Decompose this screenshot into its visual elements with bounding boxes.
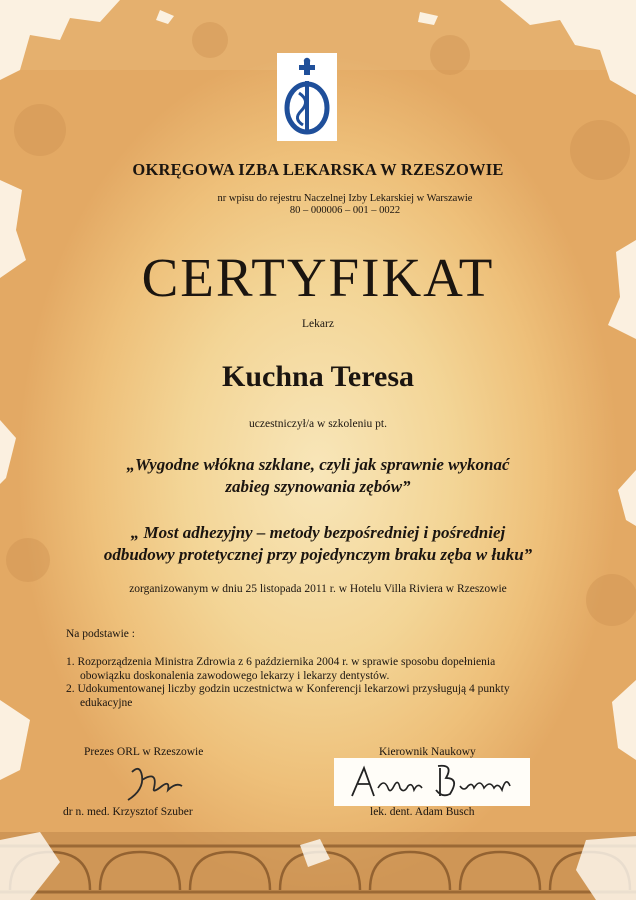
left-signature-image <box>118 760 198 808</box>
oil-medical-chamber-logo-icon <box>277 53 337 141</box>
recipient-name: Kuchna Teresa <box>222 360 414 393</box>
recipient-role: Lekarz <box>302 318 334 330</box>
right-signature <box>334 758 530 806</box>
registry-info <box>205 193 485 217</box>
training-topic-1 <box>0 454 636 498</box>
left-signer-title: Prezes ORL w Rzeszowie <box>84 746 204 758</box>
basis-list <box>66 656 536 710</box>
topic-2-line-2: odbudowy protetycznej przy pojedynczym braku zęba w łuku” <box>103 545 533 564</box>
right-signature-image <box>334 758 530 806</box>
basis-item-2: 2. Udokumentowanej liczby godzin uczestnictwa w Konferencji lekarzowi przysługują 4 punkty edukacyjne <box>66 683 510 709</box>
organized-details: zorganizowanym w dniu 25 listopada 2011 r. w Hotelu Villa Riviera w Rzeszowie <box>129 583 507 595</box>
participation-text: uczestniczył/a w szkoleniu pt. <box>249 418 387 430</box>
right-signer-name: lek. dent. Adam Busch <box>370 806 475 818</box>
topic-1-line-1: „Wygodne włókna szklane, czyli jak sprawnie wykonać <box>126 455 510 474</box>
left-signer-name: dr n. med. Krzysztof Szuber <box>63 806 193 818</box>
chamber-logo <box>277 53 337 141</box>
right-signer-title: Kierownik Naukowy <box>379 746 476 758</box>
topic-1-line-2: zabieg szynowania zębów” <box>225 477 411 496</box>
basis-item-1: 1. Rozporządzenia Ministra Zdrowia z 6 października 2004 r. w sprawie sposobu dopełnienia obowiązku doskonalenia zawodowego lekarzy i lekarzy dentystów. <box>66 656 496 682</box>
training-topic-2 <box>0 522 636 566</box>
registry-line-1: nr wpisu do rejestru Naczelnej Izby Lekarskiej w Warszawie <box>217 193 473 204</box>
topic-2-line-1: „ Most adhezyjny – metody bezpośredniej i pośredniej <box>130 523 506 542</box>
certificate-title: CERTYFIKAT <box>141 247 495 308</box>
registry-number: 80 – 000006 – 001 – 0022 <box>289 205 401 216</box>
basis-heading: Na podstawie : <box>66 628 135 640</box>
organization-name: OKRĘGOWA IZBA LEKARSKA W RZESZOWIE <box>132 160 504 179</box>
